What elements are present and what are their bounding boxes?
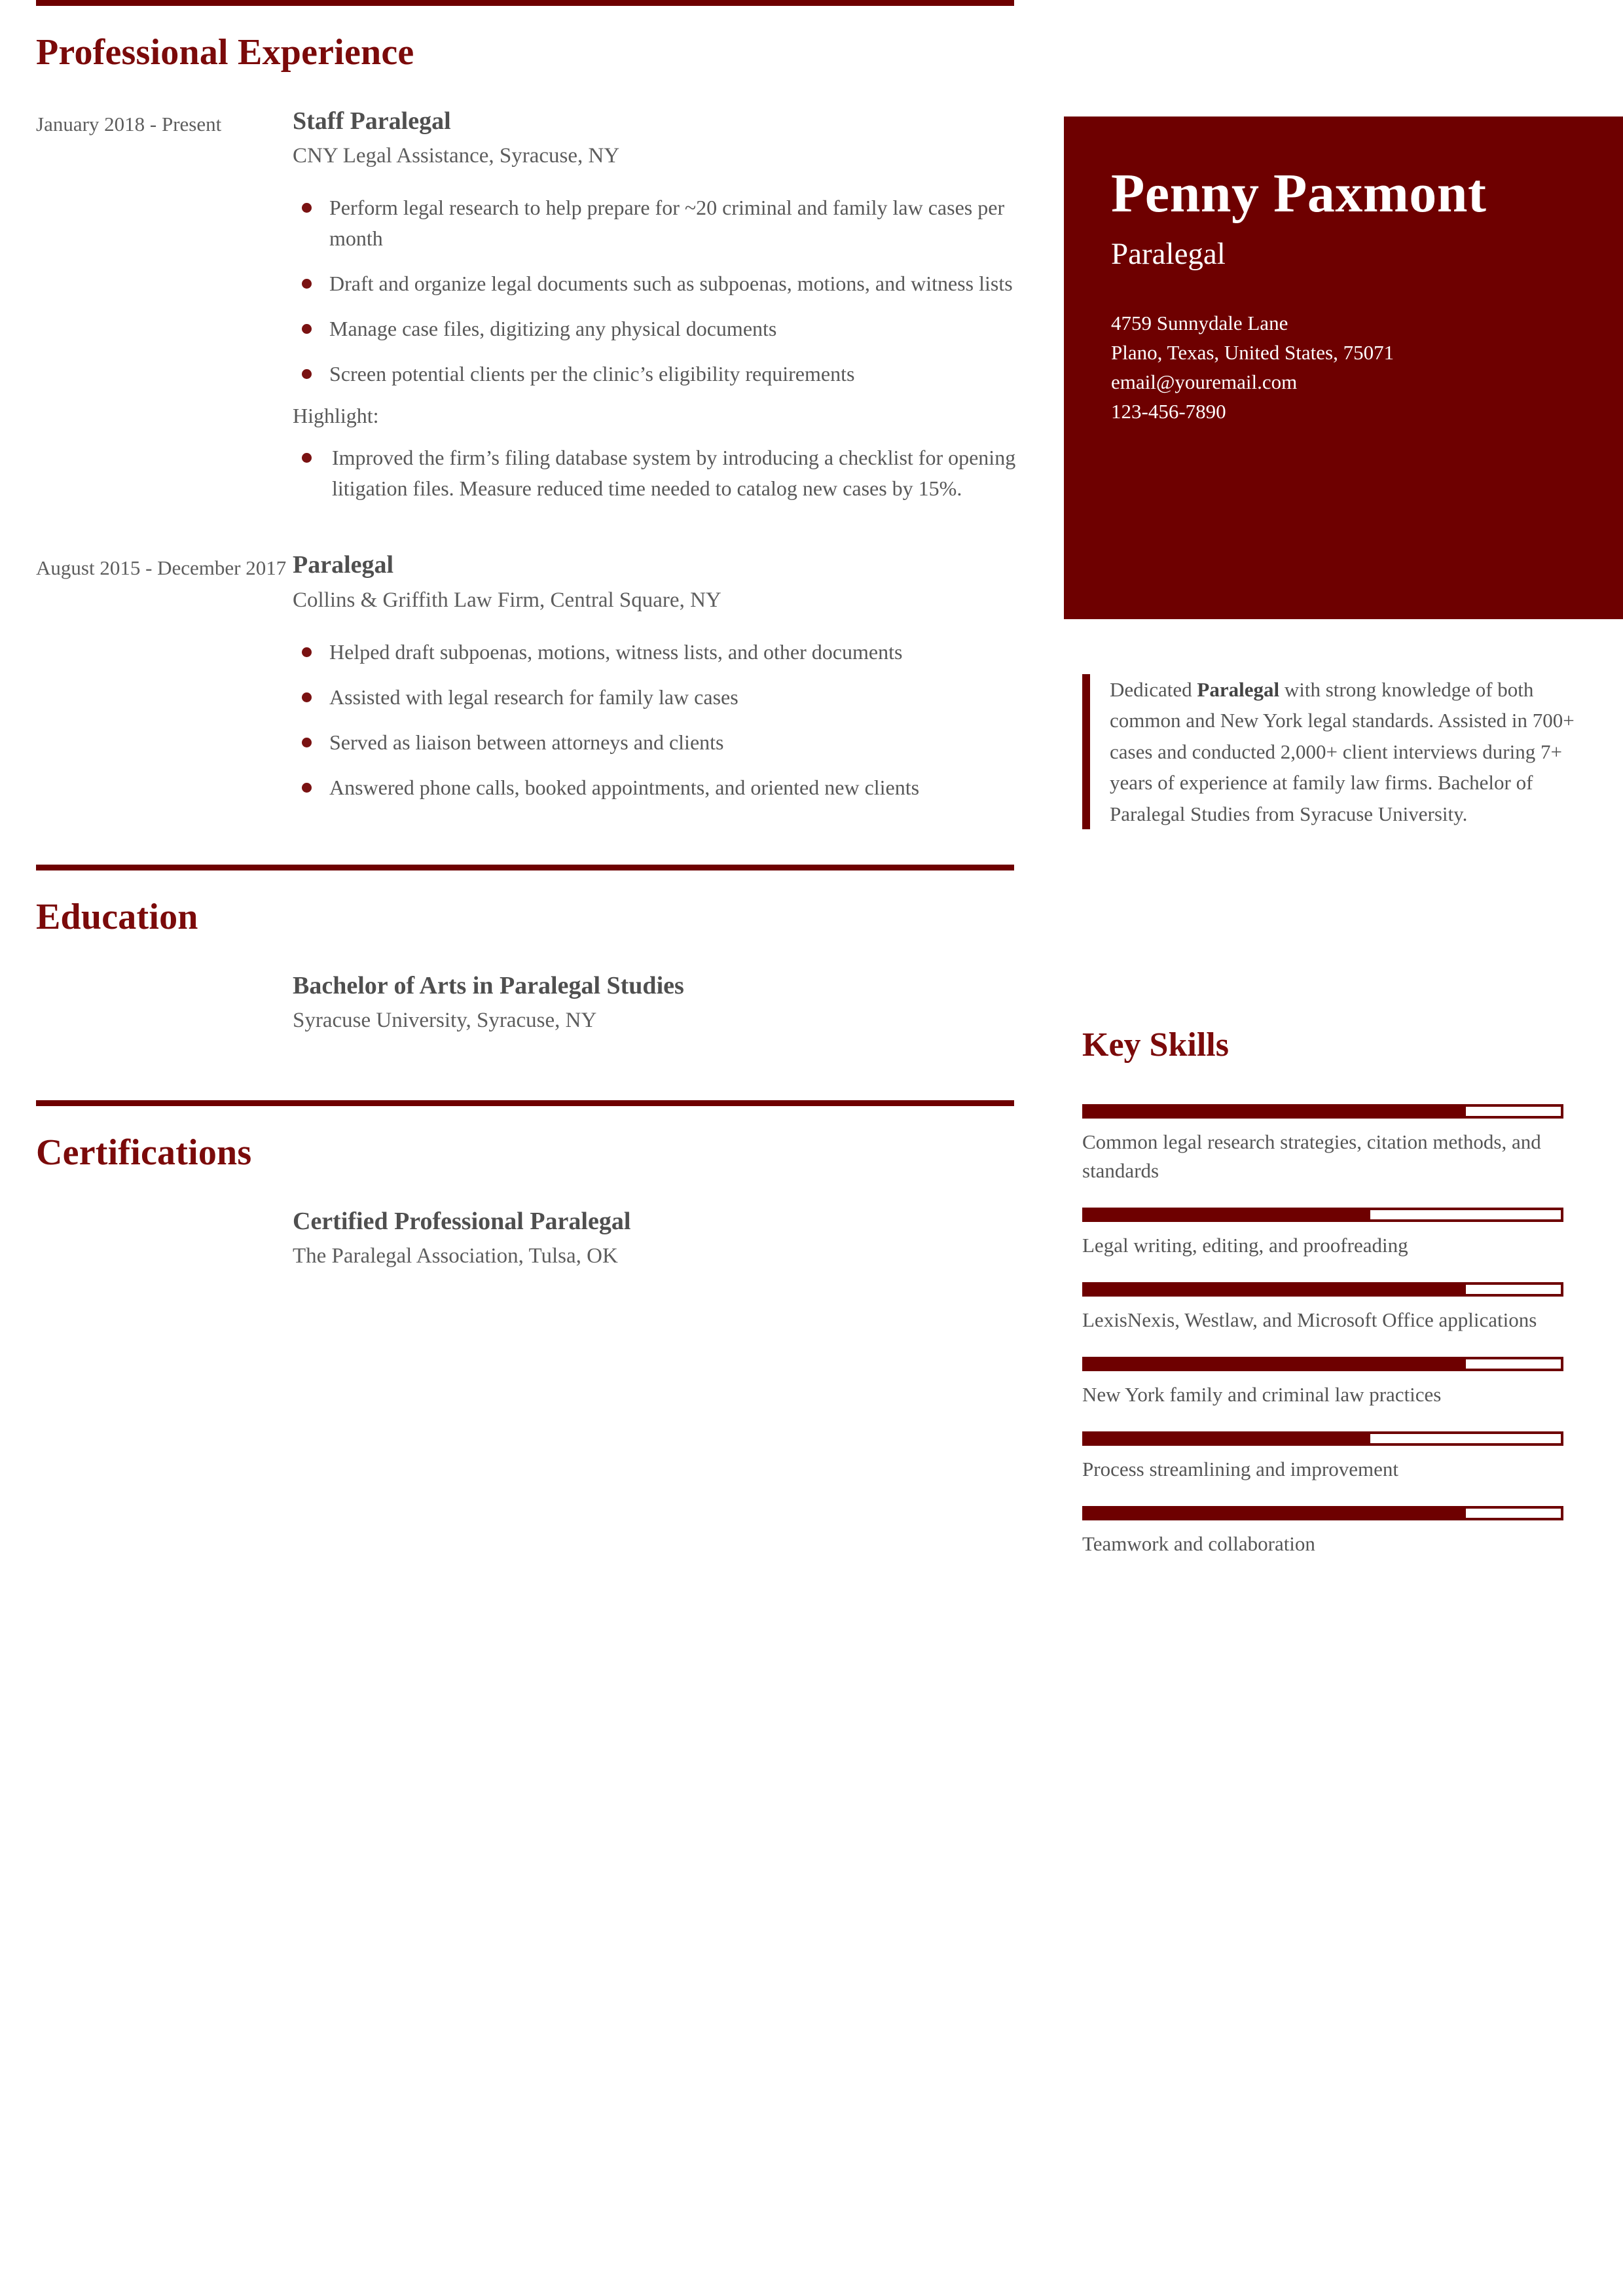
section-education [36, 865, 1048, 1057]
candidate-job-title: Paralegal [1111, 236, 1226, 271]
skill-item [1082, 1104, 1619, 1185]
summary-bold-role: Paralegal [1197, 678, 1280, 701]
contact-phone[interactable]: 123-456-7890 [1111, 399, 1226, 423]
skill-label: Legal writing, editing, and proofreading [1082, 1233, 1408, 1257]
skill-level-fill [1085, 1285, 1466, 1294]
summary-rest: with strong knowledge of both common and New York legal standards. Assisted in 700+ cases and conducted 2,000+ client interviews during 7+ years of experience at family law firms. Bachelor of Paralegal Studies from Syracuse University. [1110, 678, 1575, 825]
experience-entry-title: Staff Paralegal [293, 107, 451, 135]
skill-item [1082, 1208, 1619, 1260]
skill-level-fill [1085, 1107, 1466, 1116]
key-skills-section [1082, 1028, 1619, 1581]
skill-level-bar [1082, 1282, 1563, 1297]
skill-level-bar [1082, 1104, 1563, 1119]
bullet-item: Screen potential clients per the clinic’s eligibility requirements [293, 359, 1040, 389]
skill-label: New York family and criminal law practices [1082, 1382, 1442, 1406]
experience-entry [36, 550, 1048, 817]
section-certifications [36, 1100, 1048, 1293]
bullet-item: Improved the firm’s filing database system by introducing a checklist for opening litigation files. Measure reduced time needed to catalog new cases by 15%. [293, 442, 1040, 504]
section-divider-certifications [36, 1100, 1014, 1106]
section-title-education: Education [36, 896, 198, 937]
summary-text [1090, 674, 1606, 829]
skill-label: Common legal research strategies, citation methods, and standards [1082, 1130, 1541, 1182]
contact-address-line2: Plano, Texas, United States, 75071 [1111, 340, 1395, 364]
experience-entry-date: August 2015 - December 2017 [36, 556, 287, 580]
certification-date-spacer [36, 1206, 293, 1293]
skill-label: Process streamlining and improvement [1082, 1457, 1398, 1480]
summary-lead: Dedicated [1110, 678, 1197, 701]
bullet-item: Perform legal research to help prepare for ~20 criminal and family law cases per month [293, 192, 1040, 254]
skill-level-bar [1082, 1431, 1563, 1446]
experience-entry-body [293, 106, 1048, 519]
profile-header-block [1064, 117, 1623, 619]
section-divider-experience [36, 0, 1014, 6]
education-entry-body [293, 971, 1048, 1057]
experience-entry-organization: Collins & Griffith Law Firm, Central Square, NY [293, 588, 721, 612]
skill-level-bar [1082, 1357, 1563, 1371]
experience-bullet-list [293, 192, 1040, 389]
summary-accent-bar [1082, 674, 1090, 829]
contact-address-line1: 4759 Sunnydale Lane [1111, 311, 1288, 334]
section-title-certifications: Certifications [36, 1132, 252, 1174]
education-entry-organization: Syracuse University, Syracuse, NY [293, 1009, 597, 1033]
professional-summary [1082, 674, 1606, 829]
section-title-key-skills: Key Skills [1082, 1026, 1229, 1064]
bullet-item: Manage case files, digitizing any physical documents [293, 314, 1040, 344]
skill-label: LexisNexis, Westlaw, and Microsoft Office applications [1082, 1308, 1537, 1331]
experience-bullet-list [293, 637, 1040, 803]
bullet-item: Draft and organize legal documents such as subpoenas, motions, and witness lists [293, 268, 1040, 299]
certification-entry-organization: The Paralegal Association, Tulsa, OK [293, 1244, 618, 1268]
skill-level-fill [1085, 1359, 1466, 1369]
highlight-label: Highlight: [293, 404, 379, 428]
certification-entry-body [293, 1206, 1048, 1293]
candidate-name: Penny Paxmont [1111, 163, 1487, 224]
bullet-item: Helped draft subpoenas, motions, witness lists, and other documents [293, 637, 1040, 668]
skill-item [1082, 1431, 1619, 1484]
experience-entry-body [293, 550, 1048, 817]
certification-entry-title: Certified Professional Paralegal [293, 1207, 631, 1235]
sidebar-column [1064, 0, 1623, 2296]
education-entry-title: Bachelor of Arts in Paralegal Studies [293, 971, 684, 999]
skill-level-bar [1082, 1506, 1563, 1520]
skill-level-fill [1085, 1434, 1370, 1443]
section-professional-experience [36, 0, 1048, 817]
experience-entry-title: Paralegal [293, 551, 394, 579]
skill-level-fill [1085, 1509, 1466, 1518]
skill-item [1082, 1506, 1619, 1558]
main-content-column [36, 0, 1048, 1299]
bullet-item: Answered phone calls, booked appointments, and oriented new clients [293, 772, 1040, 803]
experience-entry [36, 106, 1048, 519]
skill-item [1082, 1357, 1619, 1409]
contact-email[interactable]: email@youremail.com [1111, 370, 1298, 393]
bullet-item: Assisted with legal research for family law cases [293, 682, 1040, 713]
certification-entry [36, 1206, 1048, 1293]
experience-entry-organization: CNY Legal Assistance, Syracuse, NY [293, 144, 620, 168]
skill-label: Teamwork and collaboration [1082, 1532, 1315, 1555]
education-entry [36, 971, 1048, 1057]
bullet-item: Served as liaison between attorneys and clients [293, 727, 1040, 758]
skill-level-fill [1085, 1210, 1370, 1219]
education-date-spacer [36, 971, 293, 1057]
section-title-experience: Professional Experience [36, 32, 414, 73]
section-divider-education [36, 865, 1014, 870]
skill-level-bar [1082, 1208, 1563, 1222]
experience-entry-date: January 2018 - Present [36, 112, 222, 135]
skill-item [1082, 1282, 1619, 1335]
highlight-bullet-list [293, 442, 1040, 504]
